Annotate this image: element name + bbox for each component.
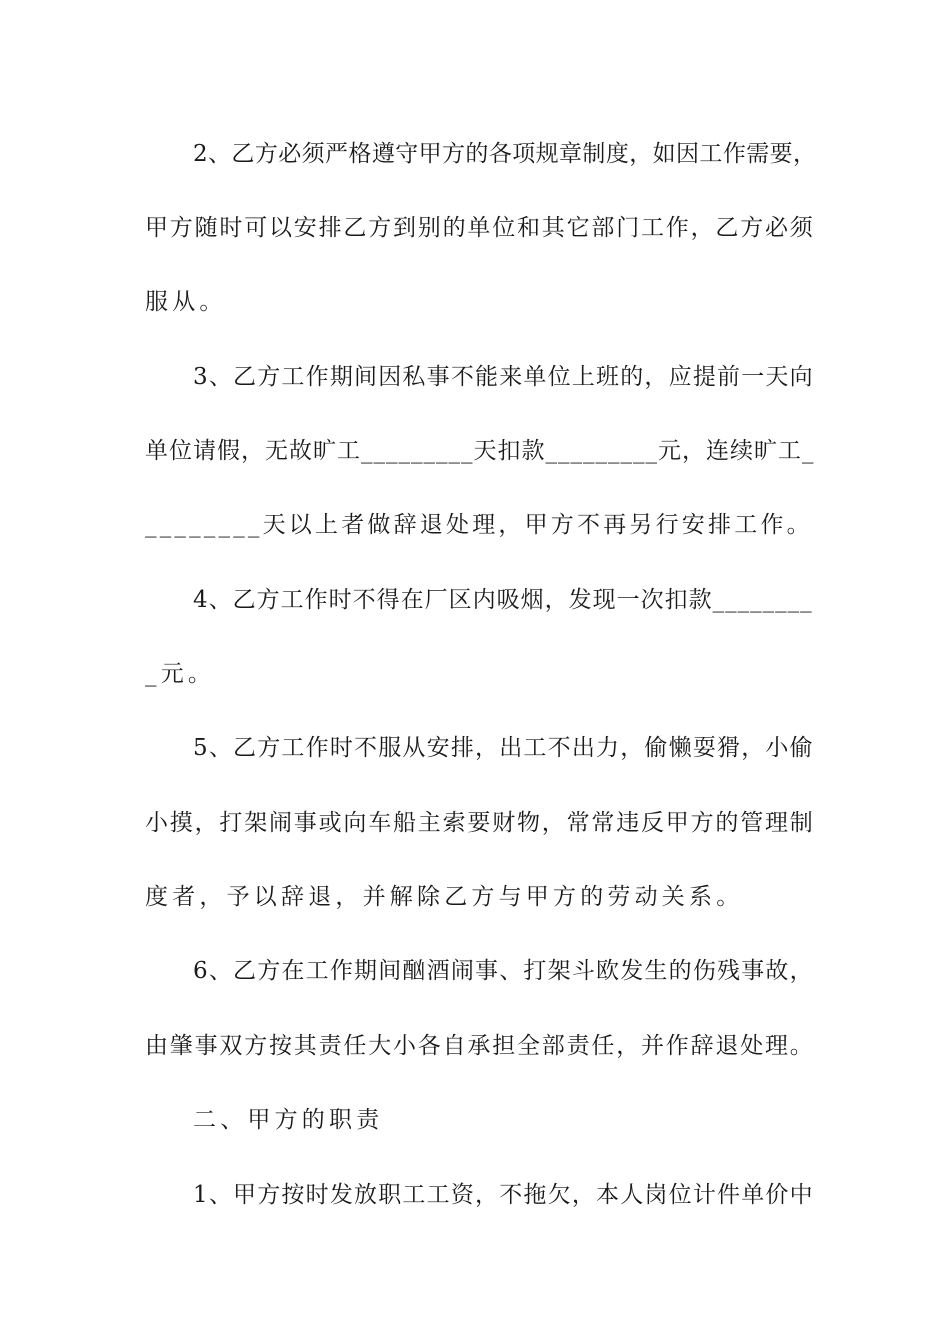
party-a-clause-1-line-1: 1、甲方按时发放职工工资，不拖欠，本人岗位计件单价中 — [193, 1182, 814, 1208]
clause-6-line-1: 6、乙方在工作期间酗酒闹事、打架斗欧发生的伤残事故， — [193, 958, 814, 984]
clause-4-line-1: 4、乙方工作时不得在厂区内吸烟，发现一次扣款________ — [193, 587, 813, 613]
clause-3-line-1: 3、乙方工作期间因私事不能来单位上班的，应提前一天向 — [193, 364, 814, 390]
clause-6-line-2: 由肇事双方按其责任大小各自承担全部责任，并作辞退处理。 — [145, 1033, 815, 1059]
clause-2-line-3: 服从。 — [145, 289, 227, 315]
clause-2-line-1: 2、乙方必须严格遵守甲方的各项规章制度，如因工作需要， — [193, 141, 817, 167]
clause-4-line-2: _元。 — [145, 661, 216, 687]
section-heading: 二、甲方的职责 — [193, 1107, 384, 1133]
clause-5-line-1: 5、乙方工作时不服从安排，出工不出力，偷懒耍猾，小偷 — [193, 735, 814, 761]
clause-5-line-3: 度者，予以辞退，并解除乙方与甲方的劳动关系。 — [145, 884, 744, 910]
clause-2-line-2: 甲方随时可以安排乙方到别的单位和其它部门工作，乙方必须 — [145, 215, 815, 241]
clause-3-line-2: 单位请假，无故旷工_________天扣款_________元，连续旷工_ — [145, 438, 815, 464]
clause-5-line-2: 小摸，打架闹事或向车船主索要财物，常常违反甲方的管理制 — [145, 810, 815, 836]
clause-3-line-3: ________天以上者做辞退处理，甲方不再另行安排工作。 — [145, 512, 813, 538]
